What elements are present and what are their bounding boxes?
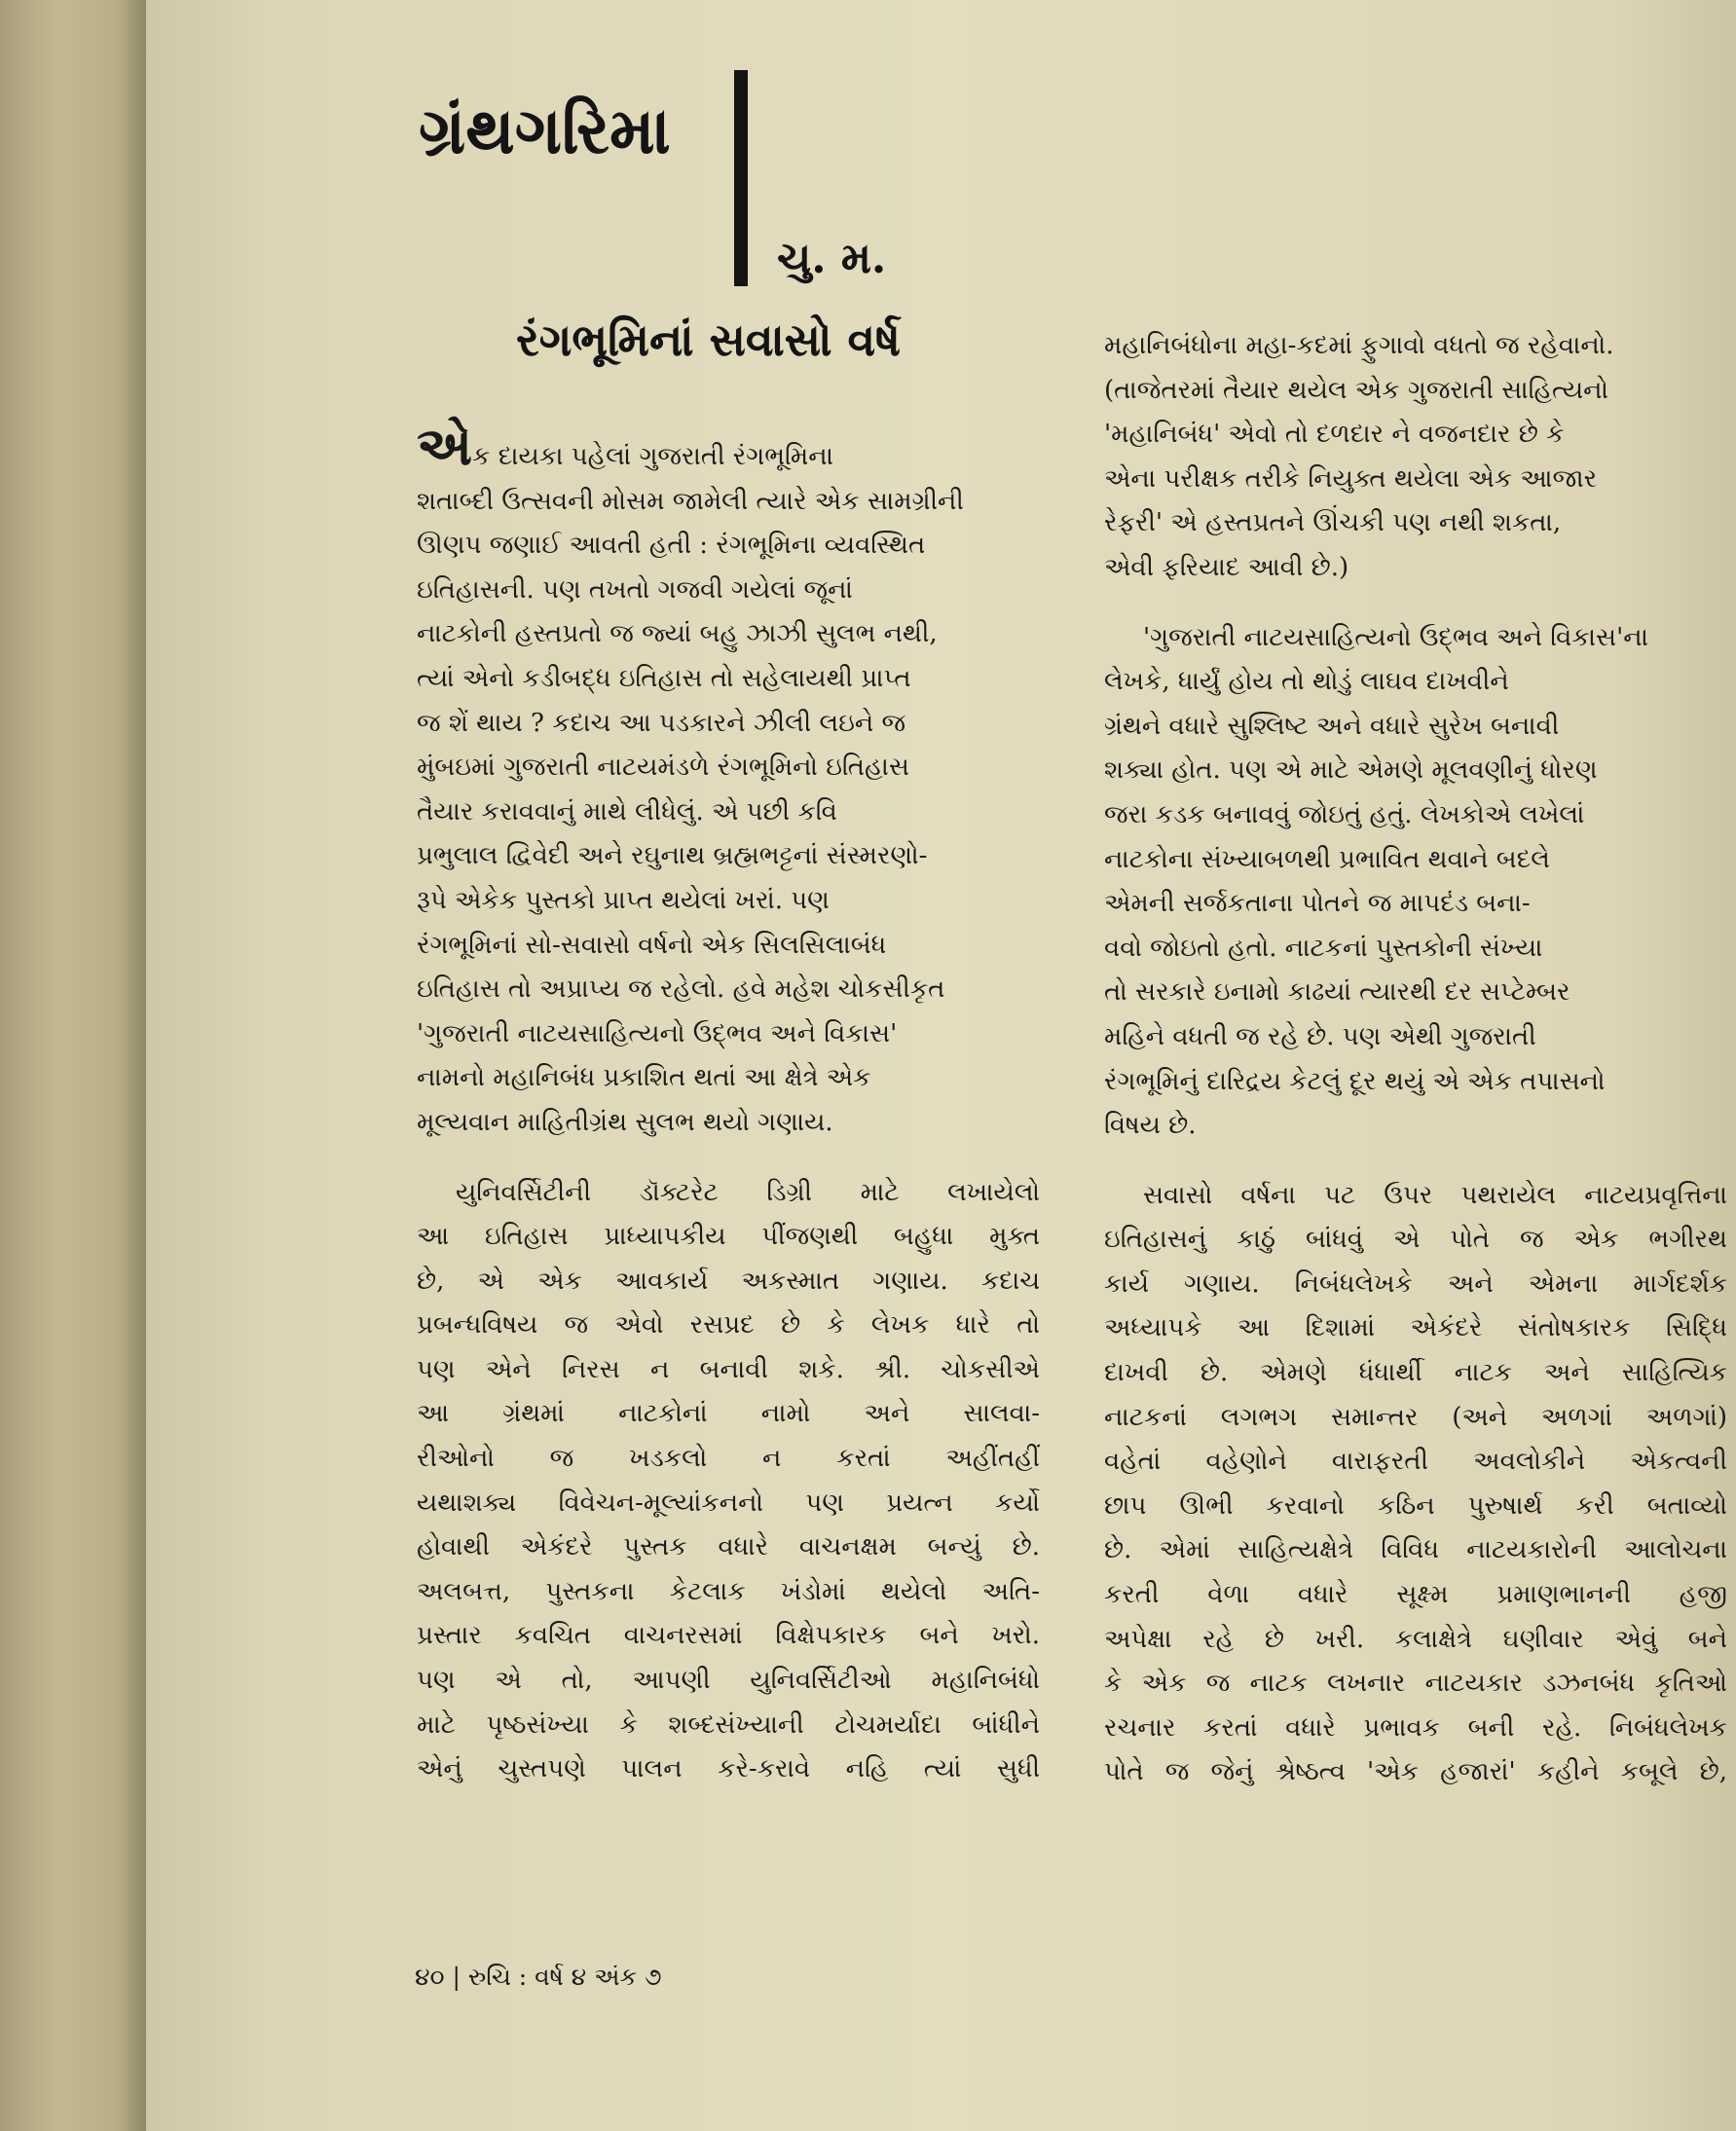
right-paragraph-2: 'ગુજરાતી નાટયસાહિત્યનો ઉદ્ભવ અને વિકાસ'ના લેખકે, ધાર્યું હોય તો થોડું લાઘવ દાખવીને ગ્રંથને વધારે સુશ્લિષ્ટ અને વધારે સુરેખ બનાવી શક્યા હોત. પણ એ માટે એમણે મૂલવણીનું ધોરણ જરા કડક બનાવવું જોઇતું હતું. લેખકોએ લખેલાં નાટકોના સંખ્યાબળથી પ્રભાવિત થવાને બદલે એમની સર્જકતાના પોતને જ માપદંડ બના- વવો જોઇતો હતો. નાટકનાં પુસ્તકોની સંખ્યા તો સરકારે ઇનામો કાઢયાં ત્યારથી દર સપ્ટેમ્બર મહિને વધતી જ રહે છે. પણ એથી ગુજરાતી રંગભૂમિનું દારિદ્રય કેટલું દૂર થયું એ એક તપાસનો વિષય છે. [1104, 622, 1648, 1141]
title-vertical-rule [734, 70, 748, 286]
left-column [417, 415, 1040, 1792]
left-paragraph-2: યુનિવર્સિટીની ડૉક્ટરેટ ડિગ્રી માટે લખાયેલો આ ઇતિહાસ પ્રાધ્યાપકીય પીંજણથી બહુધા મુક્ત છે, એ એક આવકાર્ય અકસ્માત ગણાય. કદાચ પ્રબન્ધવિષય જ એવો રસપ્રદ છે કે લેખક ધારે તો પણ એને નિરસ ન બનાવી શકે. શ્રી. ચોકસીએ આ ગ્રંથમાં નાટકોનાં નામો અને સાલવા- રીઓનો જ ખડકલો ન કરતાં અહીંતહીં યથાશક્ય વિવેચન-મૂલ્યાંકનનો પણ પ્રયત્ન કર્યો હોવાથી એકંદરે પુસ્તક વધારે વાચનક્ષમ બન્યું છે. અલબત્ત, પુસ્તકના કેટલાક ખંડોમાં થયેલો અતિ- પ્રસ્તાર કવચિત વાચનરસમાં વિક્ષેપકારક બને ખરો. પણ એ તો, આપણી યુનિવર્સિટીઓ મહાનિબંધો માટે પૃષ્ઠસંખ્યા કે શબ્દસંખ્યાની ટોચમર્યાદા બાંધીને એનું ચુસ્તપણે પાલન કરે-કરાવે નહિ ત્યાં સુધી [417, 1177, 1040, 1784]
drop-cap: એ [417, 415, 472, 477]
left-paragraph-1-text: ક દાયકા પહેલાં ગુજરાતી રંગભૂમિના શતાબ્દી ઉત્સવની મોસમ જામેલી ત્યારે એક સામગ્રીની ઊણપ જણાઈ આવતી હતી : રંગભૂમિના વ્યવસ્થિત ઇતિહાસની. પણ તખતો ગજવી ગયેલાં જૂનાં નાટકોની હસ્તપ્રતો જ જ્યાં બહુ ઝાઝી સુલભ નથી, ત્યાં એનો કડીબદ્ધ ઇતિહાસ તો સહેલાયથી પ્રાપ્ત જ શેં થાય ? કદાચ આ પડકારને ઝીલી લઇને જ મુંબઇમાં ગુજરાતી નાટયમંડળે રંગભૂમિનો ઇતિહાસ તૈયાર કરાવવાનું માથે લીધેલું. એ પછી કવિ પ્રભુલાલ દ્વિવેદી અને રઘુનાથ બ્રહ્મભટ્ટનાં સંસ્મરણો- રૂપે એકેક પુસ્તકો પ્રાપ્ત થયેલાં ખરાં. પણ રંગભૂમિનાં સો-સવાસો વર્ષનો એક સિલસિલાબંધ ઇતિહાસ તો અપ્રાપ્ય જ રહેલો. હવે મહેશ ચોકસીકૃત 'ગુજરાતી નાટયસાહિત્યનો ઉદ્ભવ અને વિકાસ' નામનો મહાનિબંધ પ્રકાશિત થતાં આ ક્ષેત્રે એક મૂલ્યવાન માહિતીગ્રંથ સુલભ થયો ગણાય. [417, 442, 964, 1137]
section-title: ગ્રંથગરિમા [419, 92, 671, 168]
magazine-page [146, 0, 1736, 2131]
book-spine [0, 0, 146, 2131]
right-paragraph-3: સવાસો વર્ષના પટ ઉપર પથરાયેલ નાટયપ્રવૃત્તિના ઇતિહાસનું કાઠું બાંધવું એ પોતે જ એક ભગીરથ કાર્ય ગણાય. નિબંધલેખકે અને એમના માર્ગદર્શક અધ્યાપકે આ દિશામાં એકંદરે સંતોષકારક સિદ્ધિ દાખવી છે. એમણે ધંધાર્થી નાટક અને સાહિત્યિક નાટકનાં લગભગ સમાન્તર (અને અળગાં અળગાં) વહેતાં વહેણોને વારાફરતી અવલોકીને એકત્વની છાપ ઊભી કરવાનો કઠિન પુરુષાર્થ કરી બતાવ્યો છે. એમાં સાહિત્યક્ષેત્રે વિવિધ નાટયકારોની આલોચના કરતી વેળા વધારે સૂક્ષ્મ પ્રમાણભાનની હજી અપેક્ષા રહે છે ખરી. કલાક્ષેત્રે ઘણીવાર એવું બને કે એક જ નાટક લખનાર નાટયકાર ડઝનબંધ કૃતિઓ રચનાર કરતાં વધારે પ્રભાવક બની રહે. નિબંધલેખક પોતે જ જેનું શ્રેષ્ઠત્વ 'એક હજારાં' કહીને કબૂલે છે, [1104, 1180, 1727, 1787]
page-footer: ૪૦ | રુચિ : વર્ષ ૪ અંક ૭ [415, 1963, 662, 1991]
author-initials: ચુ. મ. [777, 234, 887, 283]
article-title: રંગભૂમિનાં સવાસો વર્ષ [516, 313, 901, 366]
right-paragraph-1: મહાનિબંધોના મહા-કદમાં ફુગાવો વધતો જ રહેવાનો. (તાજેતરમાં તૈયાર થયેલ એક ગુજરાતી સાહિત્યનો 'મહાનિબંધ' એવો તો દળદાર ને વજનદાર છે કે એના પરીક્ષક તરીકે નિયુક્ત થયેલા એક આજાર રેફરી' એ હસ્તપ્રતને ઊંચકી પણ નથી શકતા, એવી ફરિયાદ આવી છે.) [1104, 331, 1614, 582]
right-column [1104, 324, 1727, 1795]
left-paragraph-1 [417, 415, 1040, 1146]
